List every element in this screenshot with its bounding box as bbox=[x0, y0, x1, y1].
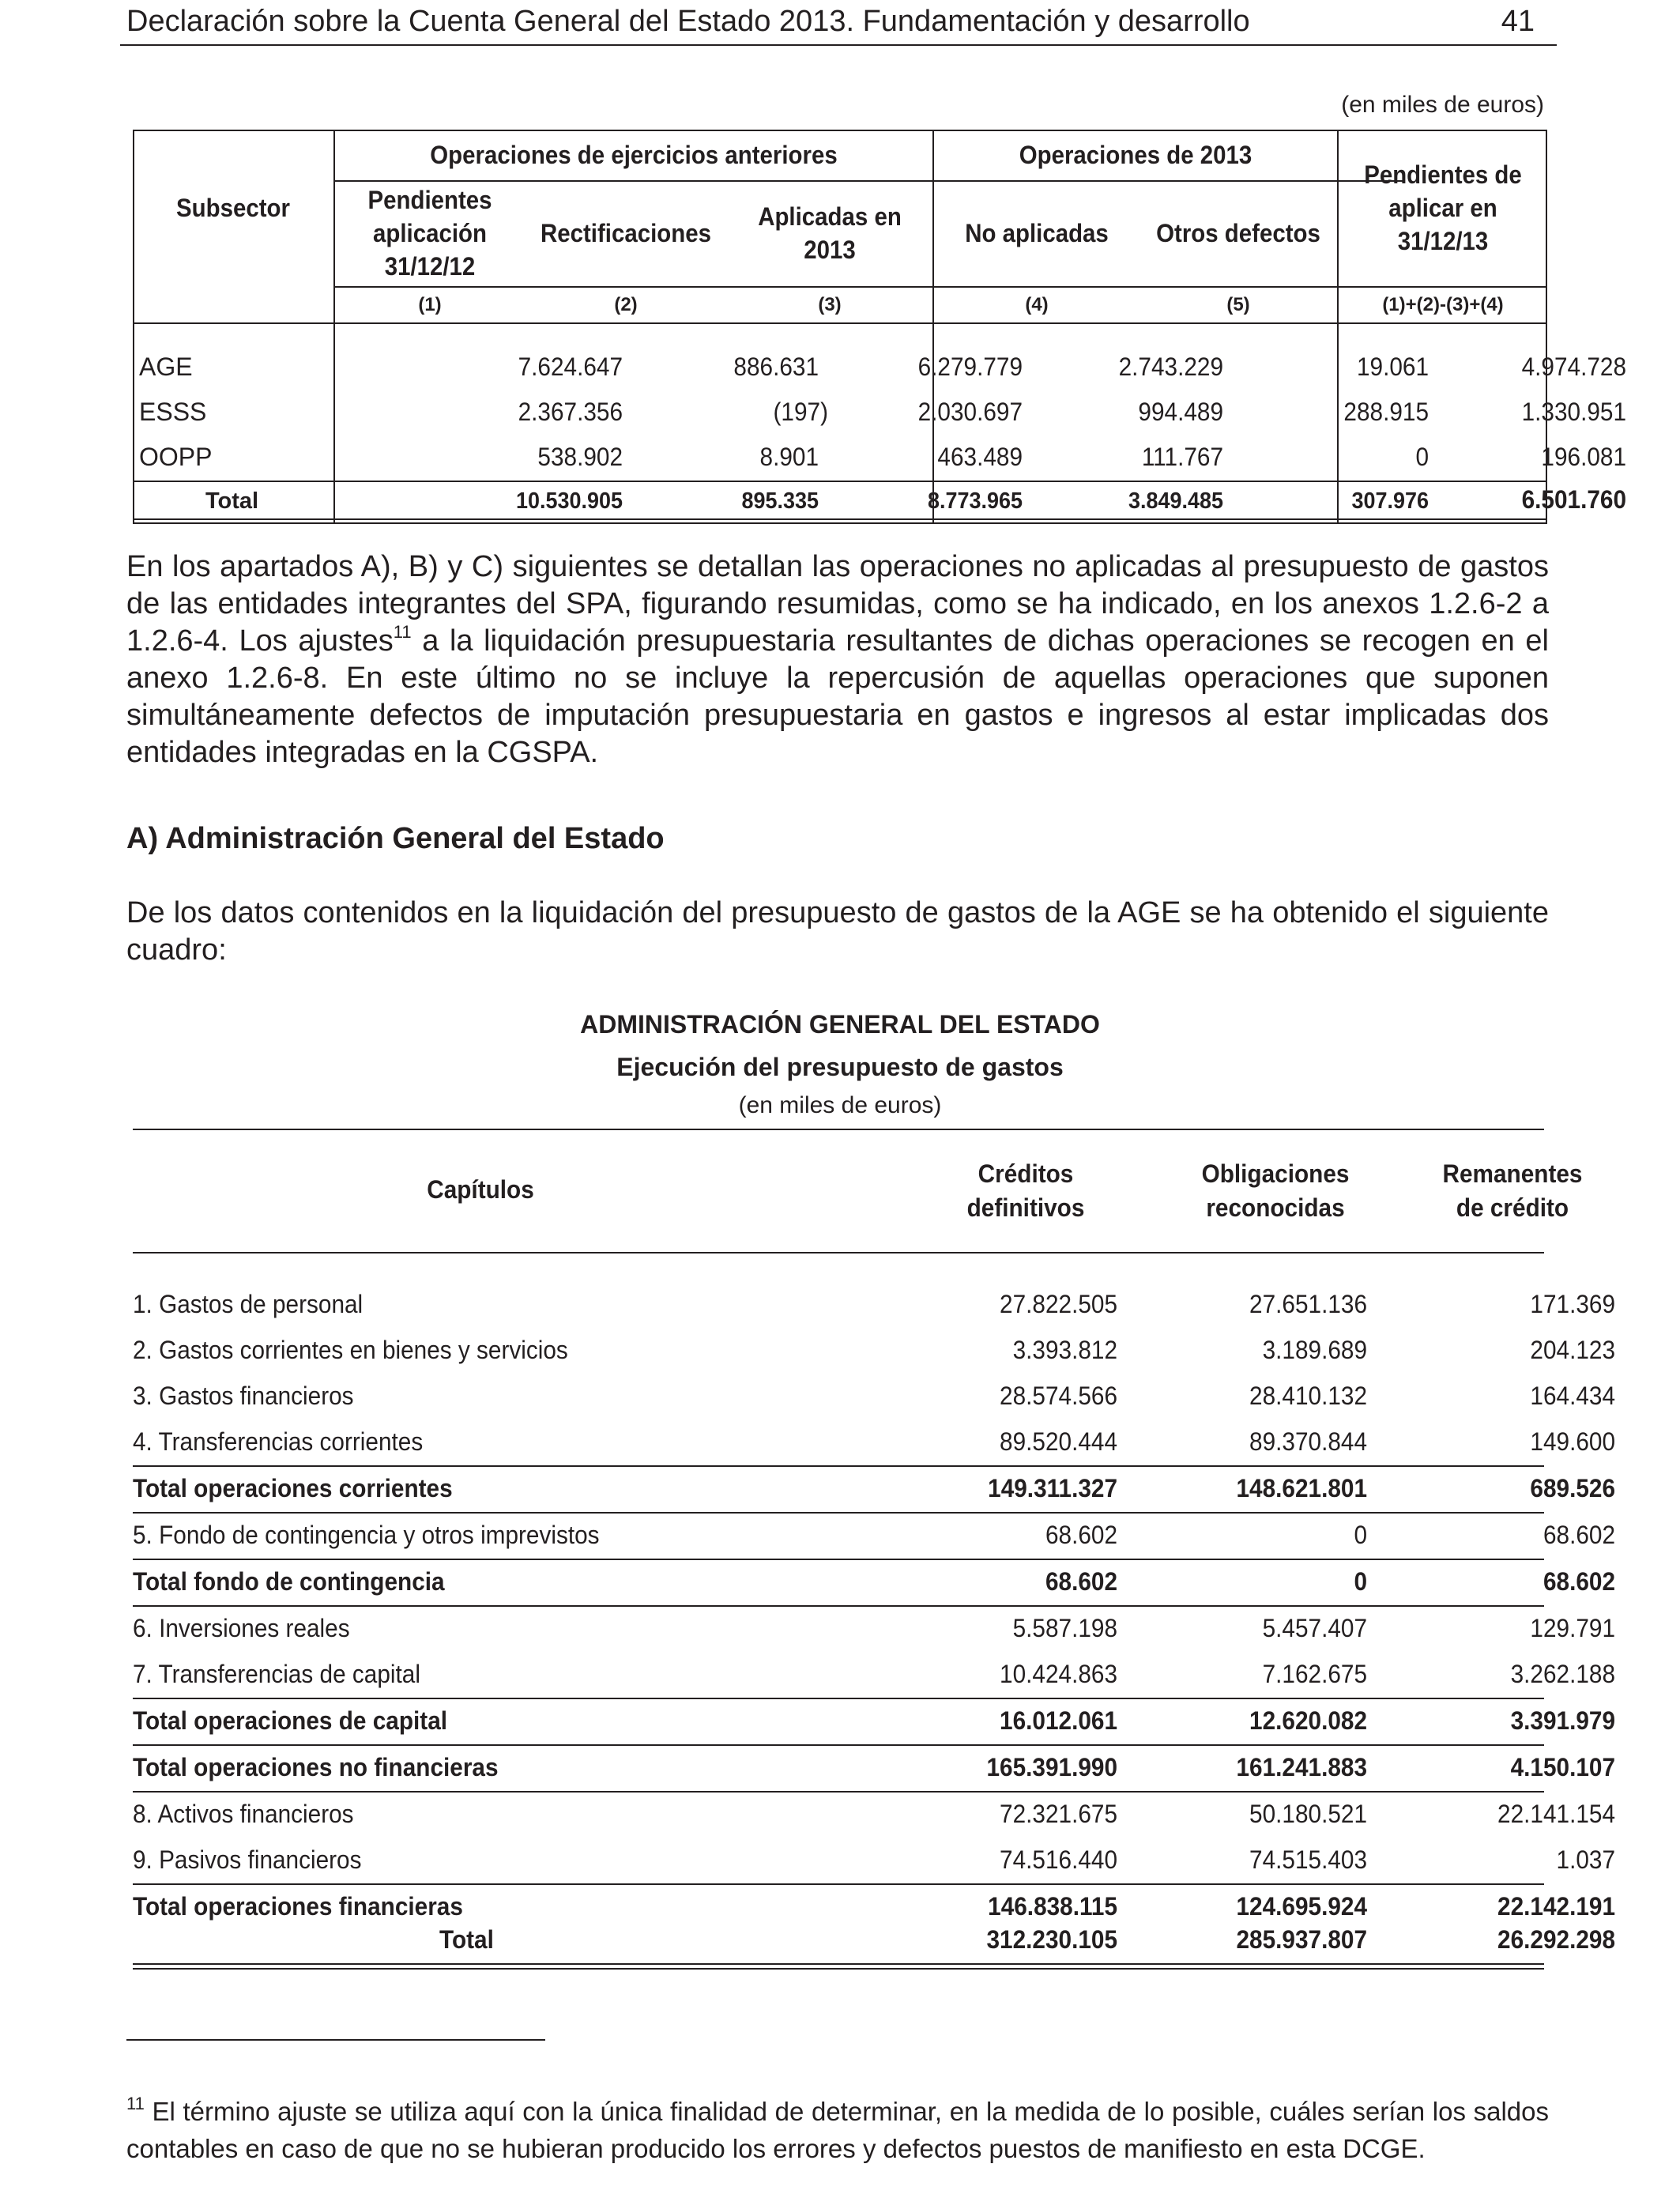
cell-creditos: 5.587.198 bbox=[1012, 1614, 1117, 1642]
col-final-line2: aplicar en bbox=[1388, 194, 1497, 222]
table1-subsector-summary bbox=[133, 130, 1626, 524]
col-obligaciones bbox=[1166, 1157, 1386, 1225]
col-obligaciones-line2: reconocidas bbox=[1206, 1193, 1345, 1222]
col-creditos-line2: definitivos bbox=[966, 1193, 1085, 1222]
cell-value: (197) bbox=[773, 398, 828, 426]
table-row bbox=[133, 1328, 1615, 1374]
cell-creditos: 68.602 bbox=[1045, 1567, 1117, 1596]
cell-remanentes: 171.369 bbox=[1530, 1290, 1615, 1318]
paragraph-intro-part2: a la liquidación presupuestaria resultantes de dichas operaciones se recogen en el anexo 1.2.6-8. En este último no se incluye la repercusión de aquellas operaciones que suponen simultáneamente defectos de imputación presupuestaria en gastos e ingresos al estar implicadas dos entidades integradas en la CGSPA. bbox=[126, 624, 1549, 769]
cell-obligaciones: 285.937.807 bbox=[1236, 1925, 1367, 1954]
row-label: 4. Transferencias corrientes bbox=[133, 1427, 424, 1456]
col-pendientes-line3: 31/12/12 bbox=[384, 252, 476, 281]
cell-value: 994.489 bbox=[1138, 398, 1223, 426]
running-title: Declaración sobre la Cuenta General del Estado 2013. Fundamentación y desarrollo bbox=[126, 5, 1250, 38]
cell-value: 288.915 bbox=[1343, 398, 1429, 426]
paragraph-intro bbox=[126, 548, 1549, 771]
cell-value: 10.530.905 bbox=[516, 488, 623, 514]
cell-remanentes: 68.602 bbox=[1543, 1521, 1615, 1549]
cell-creditos: 89.520.444 bbox=[1000, 1427, 1117, 1456]
table2-top-rule bbox=[133, 1129, 1544, 1130]
cell-obligaciones: 50.180.521 bbox=[1249, 1800, 1367, 1828]
cell-creditos: 28.574.566 bbox=[1000, 1382, 1117, 1410]
row-label: Total operaciones de capital bbox=[133, 1706, 448, 1735]
cell-obligaciones: 28.410.132 bbox=[1249, 1382, 1367, 1410]
col-pendientes-line2: aplicación bbox=[373, 219, 487, 247]
cell-remanentes: 22.142.191 bbox=[1497, 1892, 1615, 1921]
table2-subtitle: Ejecución del presupuesto de gastos bbox=[616, 1053, 1064, 1081]
table2-units: (en miles de euros) bbox=[738, 1092, 942, 1118]
table2-header-rule bbox=[133, 1252, 1544, 1253]
cell-obligaciones: 5.457.407 bbox=[1262, 1614, 1367, 1642]
col-pendientes-line1: Pendientes bbox=[367, 186, 492, 214]
table-row bbox=[133, 1282, 1615, 1328]
cell-obligaciones: 124.695.924 bbox=[1236, 1892, 1367, 1921]
row-label: Total operaciones financieras bbox=[133, 1892, 463, 1921]
cell-creditos: 146.838.115 bbox=[988, 1892, 1117, 1921]
table-row-subtotal bbox=[133, 1466, 1615, 1514]
cell-remanentes: 3.391.979 bbox=[1510, 1706, 1615, 1735]
cell-remanentes: 689.526 bbox=[1530, 1474, 1615, 1502]
cell-value: 3.849.485 bbox=[1128, 488, 1223, 514]
table2-age-budget bbox=[133, 1125, 1615, 1963]
cell-creditos: 16.012.061 bbox=[1000, 1706, 1117, 1735]
cell-creditos: 10.424.863 bbox=[1000, 1660, 1117, 1688]
table-row bbox=[133, 1419, 1615, 1467]
row-label: Total fondo de contingencia bbox=[133, 1567, 445, 1596]
col-obligaciones-line1: Obligaciones bbox=[1201, 1159, 1350, 1188]
col-creditos-line1: Créditos bbox=[977, 1159, 1074, 1188]
cell-value: 8.901 bbox=[759, 443, 819, 471]
col-index: (3) bbox=[818, 294, 842, 315]
cell-value: 2.030.697 bbox=[917, 398, 1023, 426]
cell-creditos: 74.516.440 bbox=[1000, 1845, 1117, 1874]
table-row-subtotal bbox=[133, 1698, 1615, 1746]
cell-value: 19.061 bbox=[1356, 352, 1429, 381]
paragraph-intro-part1: En los apartados A), B) y C) siguientes se detallan las operaciones no aplicadas al presupuesto de gastos de las entidades integrantes del SPA, figurando resumidas, como se ha indicado, en los anexos 1.2.6-2 a 1.2.6-4. Los ajustes bbox=[126, 550, 1549, 658]
row-label: Total operaciones no financieras bbox=[133, 1753, 499, 1781]
cell-remanentes: 68.602 bbox=[1543, 1567, 1615, 1596]
footnote bbox=[126, 2093, 1549, 2167]
col-creditos bbox=[916, 1157, 1136, 1225]
col-capitulos: Capítulos bbox=[427, 1175, 534, 1204]
footnote-number: 11 bbox=[126, 2094, 145, 2113]
col-final-line3: 31/12/13 bbox=[1397, 227, 1489, 255]
table-row bbox=[133, 1513, 1615, 1560]
cell-remanentes: 4.150.107 bbox=[1510, 1753, 1615, 1781]
row-label: OOPP bbox=[139, 443, 213, 471]
col-index: (1)+(2)-(3)+(4) bbox=[1382, 294, 1504, 315]
group-2013: Operaciones de 2013 bbox=[1019, 141, 1252, 169]
col-no-aplicadas: No aplicadas bbox=[965, 219, 1109, 247]
cell-remanentes: 26.292.298 bbox=[1497, 1925, 1615, 1954]
col-aplicadas bbox=[735, 180, 924, 286]
cell-obligaciones: 74.515.403 bbox=[1249, 1845, 1367, 1874]
col-remanentes-line2: de crédito bbox=[1456, 1193, 1569, 1222]
cell-remanentes: 164.434 bbox=[1530, 1382, 1615, 1410]
cell-remanentes: 129.791 bbox=[1530, 1614, 1615, 1642]
col-pendientes bbox=[343, 180, 518, 286]
table2-bottom-rule bbox=[133, 1968, 1544, 1970]
page-number: 41 bbox=[1501, 5, 1535, 38]
row-label: 3. Gastos financieros bbox=[133, 1382, 354, 1410]
col-index: (1) bbox=[418, 294, 442, 315]
table-row bbox=[133, 1606, 1615, 1652]
row-label: 6. Inversiones reales bbox=[133, 1614, 350, 1642]
col-index: (4) bbox=[1025, 294, 1049, 315]
cell-creditos: 3.393.812 bbox=[1012, 1336, 1117, 1364]
cell-creditos: 165.391.990 bbox=[986, 1753, 1117, 1781]
cell-obligaciones: 148.621.801 bbox=[1236, 1474, 1367, 1502]
cell-value: 886.631 bbox=[733, 352, 819, 381]
table-row-subtotal bbox=[133, 1559, 1615, 1607]
cell-value: 0 bbox=[1415, 443, 1429, 471]
cell-creditos: 27.822.505 bbox=[1000, 1290, 1117, 1318]
paragraph-age: De los datos contenidos en la liquidación del presupuesto de gastos de la AGE se ha obtenido el siguiente cuadro: bbox=[126, 896, 1549, 967]
row-label: Total operaciones corrientes bbox=[133, 1474, 453, 1502]
cell-value: 307.976 bbox=[1351, 488, 1429, 514]
cell-value: 196.081 bbox=[1541, 443, 1626, 471]
row-label: Total bbox=[439, 1925, 494, 1954]
table1-units: (en miles de euros) bbox=[1341, 92, 1544, 118]
cell-remanentes: 204.123 bbox=[1530, 1336, 1615, 1364]
cell-remanentes: 149.600 bbox=[1530, 1427, 1615, 1456]
table-row-subtotal bbox=[133, 1745, 1615, 1793]
row-label: ESSS bbox=[139, 398, 207, 426]
col-rectificaciones: Rectificaciones bbox=[541, 219, 711, 247]
table1-rule bbox=[333, 130, 335, 524]
row-label: 9. Pasivos financieros bbox=[133, 1845, 362, 1874]
row-label: 1. Gastos de personal bbox=[133, 1290, 363, 1318]
cell-obligaciones: 27.651.136 bbox=[1249, 1290, 1367, 1318]
table-row bbox=[133, 1792, 1615, 1838]
cell-value: 538.902 bbox=[537, 443, 623, 471]
cell-value: 7.624.647 bbox=[518, 352, 623, 381]
col-aplicadas-line2: 2013 bbox=[804, 236, 856, 264]
group-prev-years: Operaciones de ejercicios anteriores bbox=[430, 141, 838, 169]
row-label: 5. Fondo de contingencia y otros imprevistos bbox=[133, 1521, 600, 1549]
table1-rule bbox=[133, 322, 1547, 324]
cell-obligaciones: 161.241.883 bbox=[1236, 1753, 1367, 1781]
cell-creditos: 72.321.675 bbox=[1000, 1800, 1117, 1828]
col-remanentes-line1: Remanentes bbox=[1442, 1159, 1583, 1188]
cell-remanentes: 1.037 bbox=[1556, 1845, 1615, 1874]
row-label: AGE bbox=[139, 352, 193, 381]
col-final-line1: Pendientes de bbox=[1364, 160, 1522, 189]
table-row bbox=[133, 1838, 1615, 1885]
col-remanentes bbox=[1403, 1157, 1623, 1225]
footnote-text: El término ajuste se utiliza aquí con la única finalidad de determinar, en la medida de lo posible, cuáles serían los saldos contables en caso de que no se hubieran producido los errores y defectos puestos de manifiesto en esta DCGE. bbox=[126, 2097, 1549, 2163]
col-pendientes-final bbox=[1347, 130, 1539, 286]
footnote-ref: 11 bbox=[393, 622, 412, 642]
row-label: 2. Gastos corrientes en bienes y servicios bbox=[133, 1336, 568, 1364]
row-label: 8. Activos financieros bbox=[133, 1800, 354, 1828]
cell-creditos: 68.602 bbox=[1045, 1521, 1117, 1549]
col-otros-defectos: Otros defectos bbox=[1156, 219, 1320, 247]
footnote-separator bbox=[126, 2039, 545, 2041]
col-subsector: Subsector bbox=[176, 194, 290, 222]
table1-rule bbox=[133, 518, 1547, 520]
cell-obligaciones: 3.189.689 bbox=[1262, 1336, 1367, 1364]
cell-obligaciones: 12.620.082 bbox=[1249, 1706, 1367, 1735]
cell-value: 6.501.760 bbox=[1521, 485, 1626, 514]
cell-value: 463.489 bbox=[937, 443, 1023, 471]
table-row-total bbox=[133, 1924, 1615, 1962]
cell-value: 6.279.779 bbox=[917, 352, 1023, 381]
cell-remanentes: 22.141.154 bbox=[1497, 1800, 1615, 1828]
cell-value: 1.330.951 bbox=[1521, 398, 1626, 426]
cell-value: 8.773.965 bbox=[928, 488, 1023, 514]
cell-value: 2.367.356 bbox=[518, 398, 623, 426]
page-header bbox=[120, 0, 1557, 46]
cell-obligaciones: 0 bbox=[1354, 1567, 1367, 1596]
row-label: 7. Transferencias de capital bbox=[133, 1660, 420, 1688]
cell-creditos: 312.230.105 bbox=[986, 1925, 1117, 1954]
row-label: Total bbox=[205, 488, 259, 514]
section-heading: A) Administración General del Estado bbox=[126, 822, 665, 855]
table2-title: ADMINISTRACIÓN GENERAL DEL ESTADO bbox=[580, 1010, 1100, 1039]
cell-value: 4.974.728 bbox=[1521, 352, 1626, 381]
table2-bottom-rule bbox=[133, 1963, 1544, 1965]
cell-obligaciones: 0 bbox=[1354, 1521, 1367, 1549]
table-row bbox=[133, 1652, 1615, 1699]
col-index: (5) bbox=[1226, 294, 1250, 315]
cell-value: 111.767 bbox=[1141, 443, 1223, 471]
cell-obligaciones: 89.370.844 bbox=[1249, 1427, 1367, 1456]
col-index: (2) bbox=[614, 294, 638, 315]
table-row-subtotal bbox=[133, 1884, 1615, 1924]
cell-remanentes: 3.262.188 bbox=[1510, 1660, 1615, 1688]
col-aplicadas-line1: Aplicadas en bbox=[758, 202, 902, 231]
cell-creditos: 149.311.327 bbox=[988, 1474, 1117, 1502]
cell-value: 895.335 bbox=[741, 488, 819, 514]
cell-obligaciones: 7.162.675 bbox=[1262, 1660, 1367, 1688]
cell-value: 2.743.229 bbox=[1118, 352, 1223, 381]
table1-rule bbox=[133, 481, 1547, 482]
table-row bbox=[133, 1374, 1615, 1419]
